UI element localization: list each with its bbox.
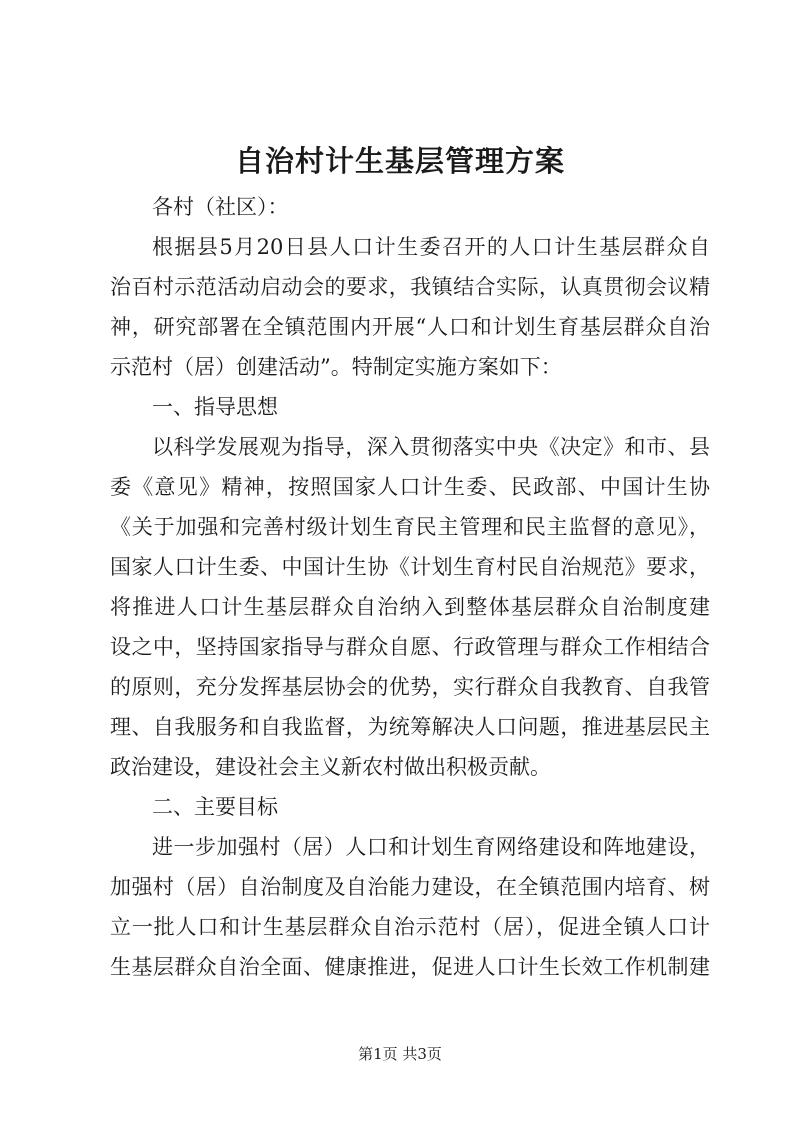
paragraph-line: 设之中，坚持国家指导与群众自愿、行政管理与群众工作相结合 bbox=[110, 635, 710, 659]
paragraph-line: 进一步加强村（居）人口和计划生育网络建设和阵地建设， bbox=[152, 835, 710, 859]
section-heading: 二、主要目标 bbox=[152, 795, 278, 819]
paragraph-line: 加强村（居）自治制度及自治能力建设，在全镇范围内培育、树 bbox=[110, 875, 710, 899]
page-number-footer: 第1页 共3页 bbox=[358, 1045, 442, 1063]
paragraph-line: 《关于加强和完善村级计划生育民主管理和民主监督的意见》， bbox=[110, 515, 710, 539]
paragraph-line: 政治建设，建设社会主义新农村做出积极贡献。 bbox=[110, 755, 551, 779]
paragraph-line: 将推进人口计生基层群众自治纳入到整体基层群众自治制度建 bbox=[110, 595, 710, 619]
paragraph-line: 根据县5月20日县人口计生委召开的人口计生基层群众自 bbox=[152, 235, 710, 259]
paragraph-line: 生基层群众自治全面、健康推进，促进人口计生长效工作机制建 bbox=[110, 955, 710, 979]
paragraph-line: 理、自我服务和自我监督，为统筹解决人口问题，推进基层民主 bbox=[110, 715, 710, 739]
paragraph-line: 神，研究部署在全镇范围内开展“人口和计划生育基层群众自治 bbox=[110, 315, 710, 339]
salutation-line: 各村（社区）： bbox=[152, 195, 289, 219]
paragraph-line: 立一批人口和计生基层群众自治示范村（居），促进全镇人口计 bbox=[110, 915, 710, 939]
paragraph-line: 委《意见》精神，按照国家人口计生委、民政部、中国计生协 bbox=[110, 475, 710, 499]
paragraph-line: 的原则，充分发挥基层协会的优势，实行群众自我教育、自我管 bbox=[110, 675, 710, 699]
document-title: 自治村计生基层管理方案 bbox=[234, 144, 565, 178]
paragraph-line: 国家人口计生委、中国计生协《计划生育村民自治规范》要求， bbox=[110, 555, 710, 579]
paragraph-line: 以科学发展观为指导，深入贯彻落实中央《决定》和市、县 bbox=[152, 435, 710, 459]
paragraph-line: 治百村示范活动启动会的要求，我镇结合实际，认真贯彻会议精 bbox=[110, 275, 710, 299]
section-heading: 一、指导思想 bbox=[152, 395, 278, 419]
paragraph-line: 示范村（居）创建活动”。特制定实施方案如下： bbox=[110, 355, 562, 379]
